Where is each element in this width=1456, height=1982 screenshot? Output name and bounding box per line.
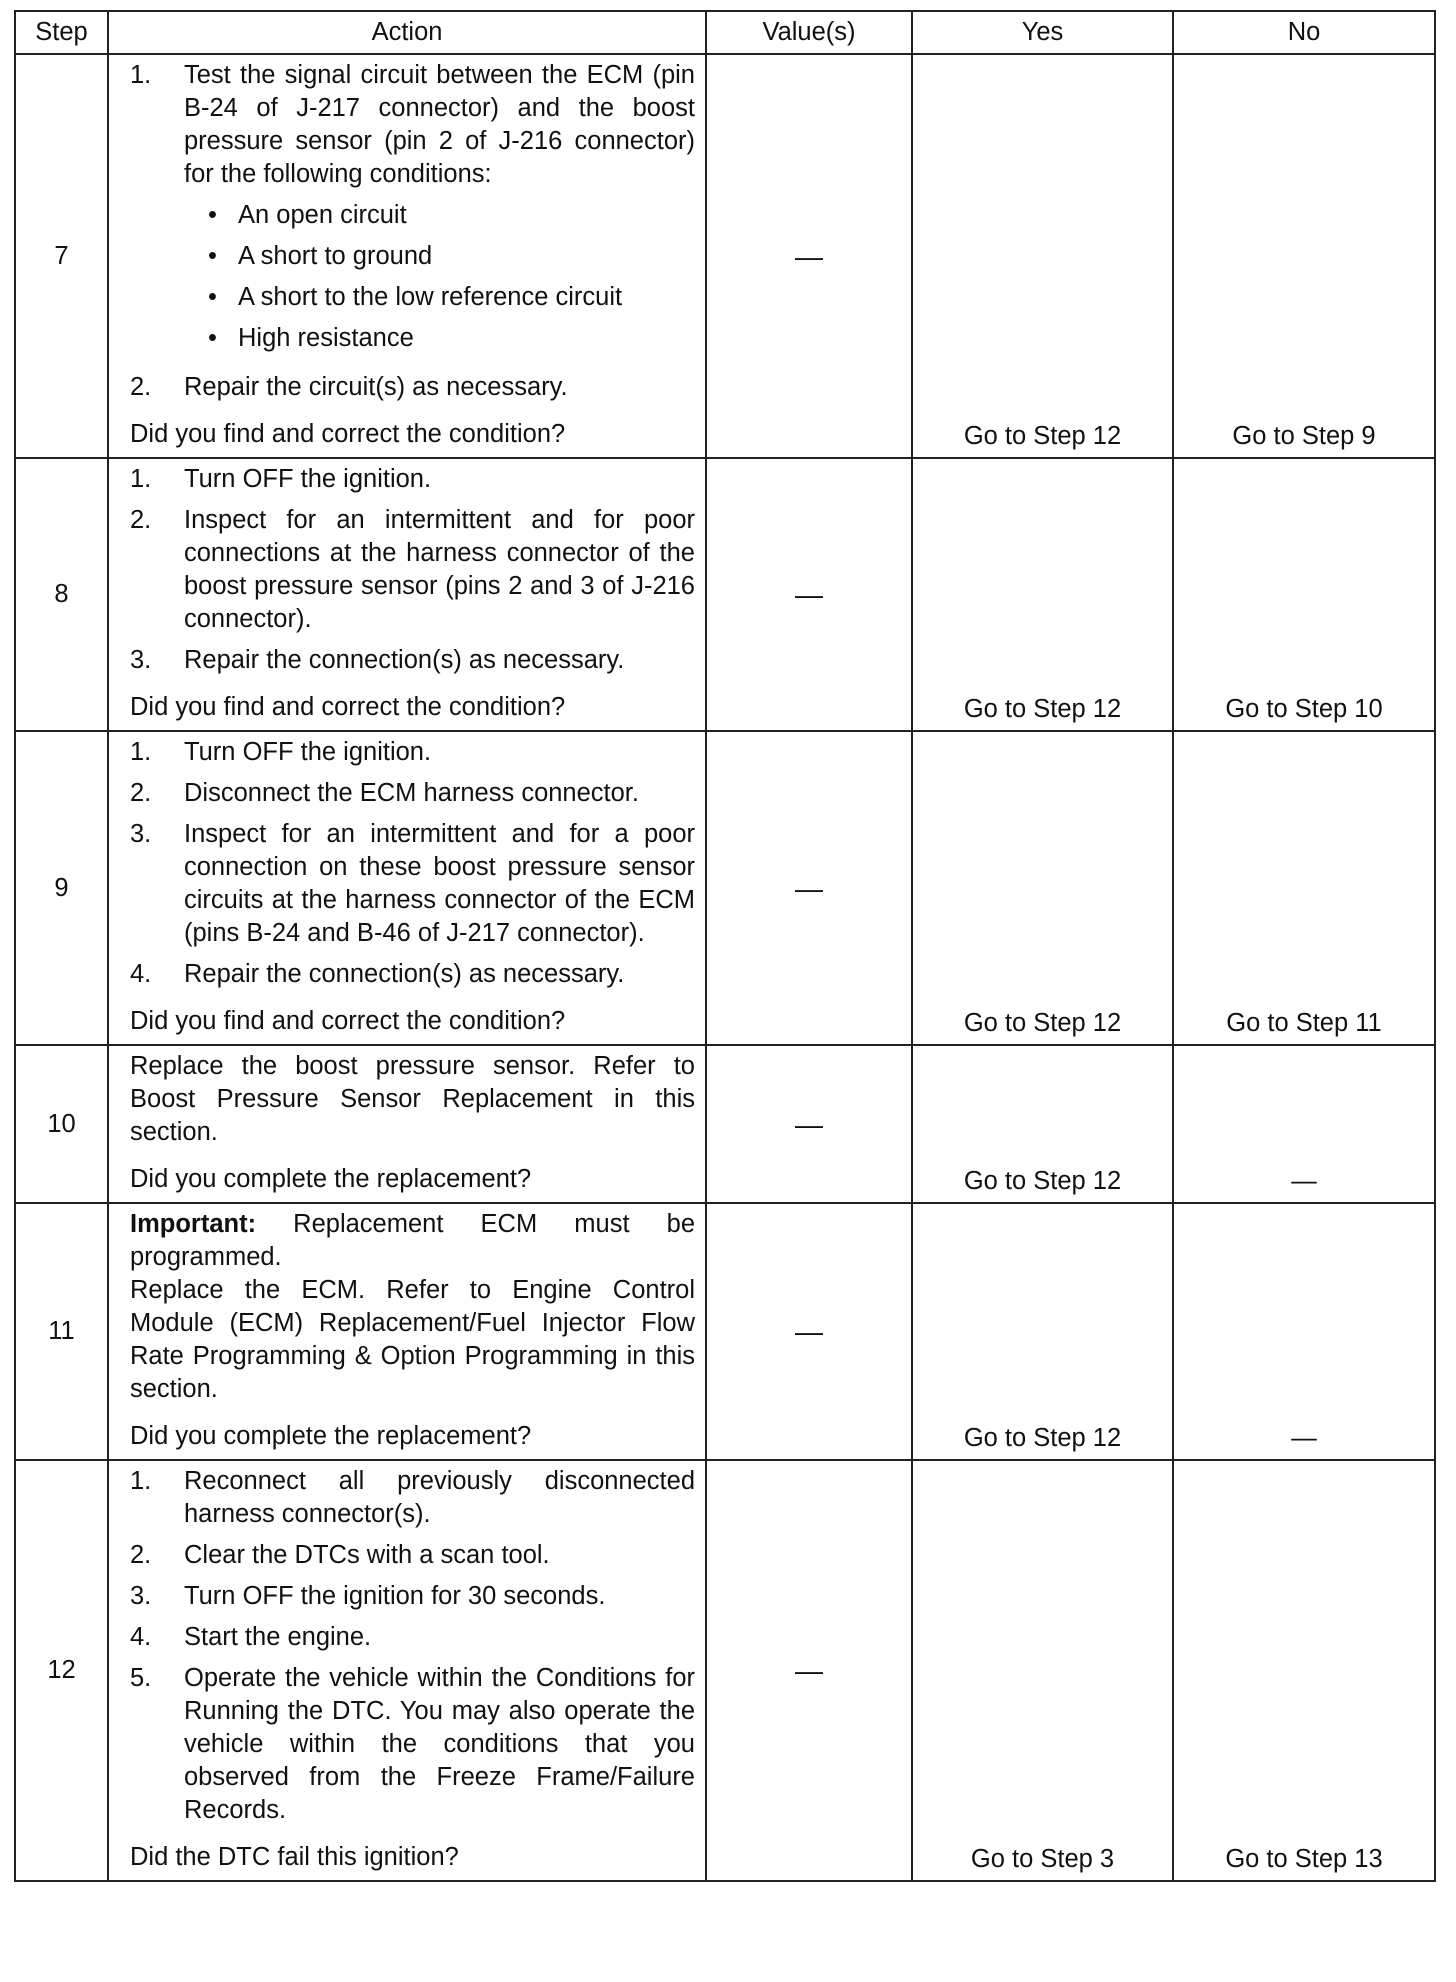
action-step-text: Turn OFF the ignition. bbox=[184, 465, 432, 493]
action-steps-list bbox=[130, 463, 695, 677]
action-step-text: Operate the vehicle within the Conditions for Running the DTC. You may also operate the vehicle within the conditions that you observed from the Freeze Frame/Failure Records. bbox=[184, 1664, 695, 1824]
action-step-number: 1. bbox=[130, 1467, 152, 1495]
step-question: Did you find and correct the condition? bbox=[130, 693, 566, 721]
yes-result: Go to Step 12 bbox=[912, 731, 1173, 1045]
action-step-number: 4. bbox=[130, 1623, 152, 1651]
action-cell bbox=[108, 1203, 706, 1460]
condition-item bbox=[184, 281, 695, 314]
action-step-body bbox=[184, 504, 695, 636]
condition-item bbox=[184, 322, 695, 355]
action-step bbox=[130, 1662, 695, 1827]
yes-result: Go to Step 3 bbox=[912, 1460, 1173, 1881]
action-step-body bbox=[184, 777, 695, 810]
no-result: — bbox=[1173, 1203, 1435, 1460]
action-steps-list bbox=[130, 1465, 695, 1827]
yes-result: Go to Step 12 bbox=[912, 54, 1173, 458]
action-step bbox=[130, 1580, 695, 1613]
action-step-body bbox=[184, 59, 695, 363]
action-step-body bbox=[184, 736, 695, 769]
no-result: Go to Step 11 bbox=[1173, 731, 1435, 1045]
step-number: 12 bbox=[15, 1460, 108, 1881]
bullet-icon: • bbox=[208, 201, 217, 229]
action-step-number: 1. bbox=[130, 738, 152, 766]
action-step-number: 2. bbox=[130, 506, 152, 534]
table-row bbox=[15, 458, 1435, 731]
step-question: Did the DTC fail this ignition? bbox=[130, 1843, 459, 1871]
action-step-body bbox=[184, 818, 695, 950]
yes-result: Go to Step 12 bbox=[912, 1203, 1173, 1460]
action-step bbox=[130, 818, 695, 950]
no-result: — bbox=[1173, 1045, 1435, 1203]
header-step: Step bbox=[15, 11, 108, 54]
header-action: Action bbox=[108, 11, 706, 54]
action-step-text: Turn OFF the ignition for 30 seconds. bbox=[184, 1582, 606, 1610]
yes-result: Go to Step 12 bbox=[912, 1045, 1173, 1203]
action-step-number: 3. bbox=[130, 646, 152, 674]
bullet-icon: • bbox=[208, 324, 217, 352]
action-step-number: 2. bbox=[130, 779, 152, 807]
value-cell: — bbox=[706, 731, 912, 1045]
step-number: 8 bbox=[15, 458, 108, 731]
action-step-number: 2. bbox=[130, 1541, 152, 1569]
action-step bbox=[130, 59, 695, 363]
action-step-body bbox=[184, 1580, 695, 1613]
action-step bbox=[130, 1621, 695, 1654]
action-step-text: Repair the circuit(s) as necessary. bbox=[184, 373, 568, 401]
important-label: Important: bbox=[130, 1210, 257, 1238]
diagnostic-table bbox=[14, 10, 1436, 1882]
action-cell bbox=[108, 1460, 706, 1881]
action-step-text: Repair the connection(s) as necessary. bbox=[184, 646, 625, 674]
action-step bbox=[130, 463, 695, 496]
step-number: 7 bbox=[15, 54, 108, 458]
action-step bbox=[130, 958, 695, 991]
action-step-text: Start the engine. bbox=[184, 1623, 372, 1651]
important-text: Replacement ECM must be programmed. bbox=[130, 1210, 695, 1271]
value-cell: — bbox=[706, 1203, 912, 1460]
action-step-number: 1. bbox=[130, 465, 152, 493]
step-number: 11 bbox=[15, 1203, 108, 1460]
step-question: Did you find and correct the condition? bbox=[130, 1007, 566, 1035]
value-cell: — bbox=[706, 1045, 912, 1203]
yes-result: Go to Step 12 bbox=[912, 458, 1173, 731]
action-step-text: Clear the DTCs with a scan tool. bbox=[184, 1541, 550, 1569]
table-row bbox=[15, 1045, 1435, 1203]
action-cell bbox=[108, 731, 706, 1045]
step-question: Did you complete the replacement? bbox=[130, 1422, 532, 1450]
table-row bbox=[15, 54, 1435, 458]
condition-text: High resistance bbox=[238, 324, 414, 352]
action-step-number: 4. bbox=[130, 960, 152, 988]
action-cell bbox=[108, 458, 706, 731]
header-no: No bbox=[1173, 11, 1435, 54]
action-step-body bbox=[184, 1662, 695, 1827]
bullet-icon: • bbox=[208, 283, 217, 311]
action-step-body bbox=[184, 1465, 695, 1531]
action-step-text: Inspect for an intermittent and for a poor connection on these boost pressure sensor circuits at the harness connector of the ECM (pins B-24 and B-46 of J-217 connector). bbox=[184, 820, 695, 947]
table-body bbox=[15, 54, 1435, 1881]
header-yes: Yes bbox=[912, 11, 1173, 54]
action-step-body bbox=[184, 1621, 695, 1654]
action-step-number: 3. bbox=[130, 1582, 152, 1610]
action-step-body bbox=[184, 371, 695, 404]
bullet-icon: • bbox=[208, 242, 217, 270]
value-cell: — bbox=[706, 1460, 912, 1881]
important-note bbox=[130, 1208, 695, 1274]
step-number: 10 bbox=[15, 1045, 108, 1203]
action-step-body bbox=[184, 644, 695, 677]
condition-text: An open circuit bbox=[238, 201, 407, 229]
action-step-text: Turn OFF the ignition. bbox=[184, 738, 432, 766]
action-step-number: 1. bbox=[130, 61, 152, 89]
action-cell bbox=[108, 1045, 706, 1203]
action-step-number: 5. bbox=[130, 1664, 152, 1692]
action-step-body bbox=[184, 1539, 695, 1572]
condition-list bbox=[184, 199, 695, 355]
action-steps-list bbox=[130, 736, 695, 991]
value-cell: — bbox=[706, 458, 912, 731]
header-values: Value(s) bbox=[706, 11, 912, 54]
no-result: Go to Step 13 bbox=[1173, 1460, 1435, 1881]
action-step-number: 2. bbox=[130, 373, 152, 401]
step-number: 9 bbox=[15, 731, 108, 1045]
condition-item bbox=[184, 240, 695, 273]
step-question: Did you complete the replacement? bbox=[130, 1165, 532, 1193]
action-step bbox=[130, 504, 695, 636]
action-step-text: Repair the connection(s) as necessary. bbox=[184, 960, 625, 988]
action-step bbox=[130, 644, 695, 677]
step-question: Did you find and correct the condition? bbox=[130, 420, 566, 448]
action-step-number: 3. bbox=[130, 820, 152, 848]
action-step bbox=[130, 371, 695, 404]
diagnostic-table-page bbox=[14, 10, 1434, 1882]
action-step-text: Inspect for an intermittent and for poor connections at the harness connector of the boost pressure sensor (pins 2 and 3 of J-216 connector). bbox=[184, 506, 695, 633]
action-steps-list bbox=[130, 59, 695, 404]
action-step bbox=[130, 736, 695, 769]
condition-text: A short to ground bbox=[238, 242, 433, 270]
no-result: Go to Step 9 bbox=[1173, 54, 1435, 458]
table-row bbox=[15, 1203, 1435, 1460]
action-paragraph: Replace the boost pressure sensor. Refer to Boost Pressure Sensor Replacement in this section. bbox=[130, 1052, 695, 1146]
action-step-body bbox=[184, 463, 695, 496]
action-step bbox=[130, 1539, 695, 1572]
action-step-text: Reconnect all previously disconnected harness connector(s). bbox=[184, 1467, 695, 1528]
action-paragraph: Replace the ECM. Refer to Engine Control Module (ECM) Replacement/Fuel Injector Flow Rate Programming & Option Programming in this section. bbox=[130, 1276, 695, 1403]
no-result: Go to Step 10 bbox=[1173, 458, 1435, 731]
condition-text: A short to the low reference circuit bbox=[238, 283, 623, 311]
header-row bbox=[15, 11, 1435, 54]
action-step-text: Disconnect the ECM harness connector. bbox=[184, 779, 639, 807]
action-step bbox=[130, 777, 695, 810]
action-step bbox=[130, 1465, 695, 1531]
action-step-body bbox=[184, 958, 695, 991]
value-cell: — bbox=[706, 54, 912, 458]
action-cell bbox=[108, 54, 706, 458]
table-row bbox=[15, 731, 1435, 1045]
table-row bbox=[15, 1460, 1435, 1881]
action-step-text: Test the signal circuit between the ECM (pin B-24 of J-217 connector) and the boost pressure sensor (pin 2 of J-216 connector) for the following conditions: bbox=[184, 61, 695, 188]
condition-item bbox=[184, 199, 695, 232]
